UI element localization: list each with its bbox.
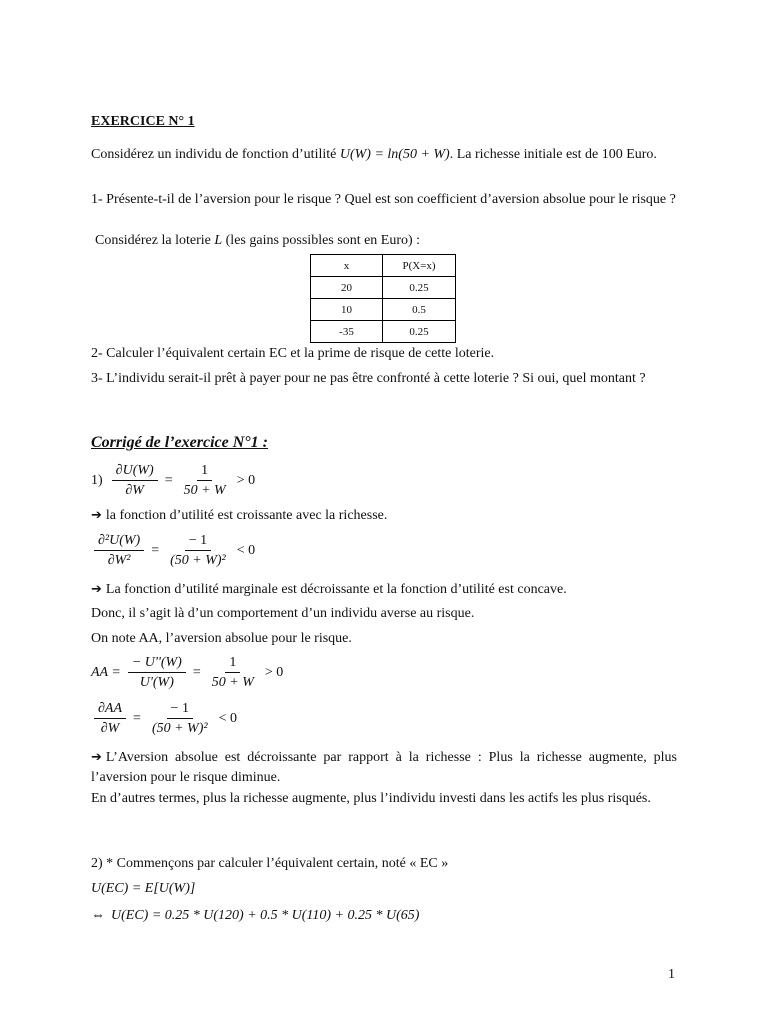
eq3-lhs: AA =	[91, 664, 121, 680]
header-x: x	[311, 255, 383, 277]
lottery-symbol: L	[214, 233, 223, 248]
line-4: On note AA, l’aversion absolue pour le risque.	[91, 631, 352, 646]
eq3-den: U'(W)	[139, 675, 174, 690]
eq1-label: 1)	[91, 472, 103, 488]
eq3-rnum: 1	[225, 654, 240, 673]
eq2-rhs-fraction	[166, 532, 230, 569]
table-header-row	[311, 255, 456, 277]
arrow-icon: ➔	[91, 508, 102, 523]
eq2-rden: (50 + W)²	[170, 553, 226, 568]
line-5-text: L’Aversion absolue est décroissante par rapport à la richesse : Plus la richesse augmente, plus l’aversion pour le risque diminue.	[91, 750, 677, 785]
equation-6-text: U(EC) = 0.25 * U(120) + 0.5 * U(110) + 0.25 * U(65)	[111, 908, 420, 923]
page-number: 1	[668, 967, 675, 982]
eq1-rnum: 1	[197, 462, 212, 481]
eq4-lhs-fraction	[94, 700, 126, 737]
equation-6	[91, 906, 677, 926]
line-1-text: la fonction d’utilité est croissante avec la richesse.	[105, 508, 388, 523]
eq3-rhs-fraction	[208, 654, 258, 691]
eq1-den: ∂W	[125, 483, 144, 498]
intro-after: . La richesse initiale est de 100 Euro.	[449, 147, 657, 162]
table-row	[311, 299, 456, 321]
eq2-den: ∂W²	[107, 553, 131, 568]
header-p: P(X=x)	[383, 255, 456, 277]
cell-p: 0.25	[383, 321, 456, 343]
line-2	[91, 580, 677, 600]
eq3-lhs-fraction	[128, 654, 186, 691]
eq3-rden: 50 + W	[211, 675, 254, 690]
eq4-den: ∂W	[100, 721, 120, 736]
eq2-rnum: − 1	[185, 532, 211, 551]
exercise-intro	[91, 145, 677, 165]
equivalence-icon: ⇔	[91, 908, 105, 923]
eq4-rnum: − 1	[167, 700, 193, 719]
table-row	[311, 277, 456, 299]
eq4-num: ∂AA	[94, 700, 126, 719]
exercise-title: EXERCICE N° 1	[91, 114, 195, 129]
eq3-tail: > 0	[264, 664, 284, 680]
intro-before: Considérez un individu de fonction d’utilité	[91, 147, 340, 162]
eq4-rhs-fraction	[148, 700, 212, 737]
eq1-rhs-fraction	[180, 462, 230, 499]
line-2-text: La fonction d’utilité marginale est décroissante et la fonction d’utilité est concave.	[105, 582, 567, 597]
cell-x: 10	[311, 299, 383, 321]
equation-1: 1) $\frac{\partial U(W)}{\partial W}$ = $\frac{1}{50 + W}$ > 0	[91, 463, 256, 498]
eq2-tail: < 0	[236, 542, 256, 558]
line-7: 2) * Commençons par calculer l’équivalent certain, noté « EC »	[91, 856, 449, 871]
equation-4: $\frac{\partial AA}{\partial W}$ = $\frac{- 1}{\text{(50 + W)²}}$ < 0	[91, 700, 241, 737]
eq1-lhs-fraction	[112, 462, 158, 499]
line-3: Donc, il s’agit là d’un comportement d’un individu averse au risque.	[91, 606, 475, 621]
question-2: 2- Calculer l’équivalent certain EC et la prime de risque de cette loterie.	[91, 346, 495, 361]
eq3-num: − U''(W)	[128, 654, 186, 673]
eq2-num: ∂²U(W)	[94, 532, 144, 551]
lottery-after: (les gains possibles sont en Euro) :	[222, 233, 421, 248]
question-1: 1- Présente-t-il de l’aversion pour le risque ? Quel est son coefficient d’aversion absolue pour le risque ?	[91, 192, 676, 207]
equation-3: AA = $\frac{- U''(W)}{U'(W)}$ = $\frac{1}{50 + W}$ > 0	[91, 655, 284, 690]
eq2-lhs-fraction	[94, 532, 144, 569]
line-5	[91, 748, 677, 788]
eq1-num: ∂U(W)	[112, 462, 158, 481]
lottery-table	[310, 254, 456, 343]
eq4-tail: < 0	[218, 710, 237, 726]
equation-2: $\frac{\text{∂²U(W)}}{\text{∂W²}}$ = $\frac{- 1}{\text{(50 + W)²}}$ < 0	[91, 532, 259, 569]
arrow-icon: ➔	[91, 750, 102, 765]
cell-x: -35	[311, 321, 383, 343]
table-row	[311, 321, 456, 343]
lottery-intro	[95, 231, 681, 251]
line-1	[91, 506, 677, 526]
line-6: En d’autres termes, plus la richesse augmente, plus l’individu investi dans les actifs les plus risqués.	[91, 791, 651, 806]
eq4-rden: (50 + W)²	[151, 721, 208, 736]
correction-title: Corrigé de l’exercice N°1 :	[91, 434, 269, 451]
eq1-tail: > 0	[236, 472, 256, 488]
equation-5: U(EC) = E[U(W)]	[91, 881, 196, 896]
cell-p: 0.25	[383, 277, 456, 299]
cell-x: 20	[311, 277, 383, 299]
intro-formula: U(W) = ln(50 + W)	[339, 147, 450, 162]
lottery-before: Considérez la loterie	[95, 233, 215, 248]
arrow-icon: ➔	[91, 582, 102, 597]
question-3: 3- L’individu serait-il prêt à payer pour ne pas être confronté à cette loterie ? Si oui, quel montant ?	[91, 371, 646, 386]
cell-p: 0.5	[383, 299, 456, 321]
eq1-rden: 50 + W	[183, 483, 226, 498]
